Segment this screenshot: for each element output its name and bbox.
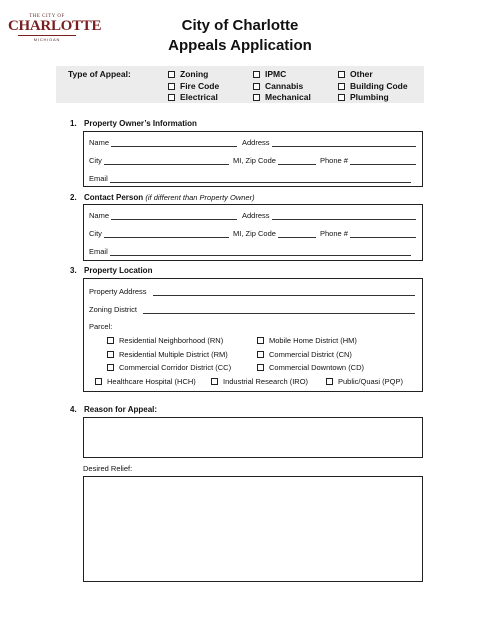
contact-phone-field[interactable] xyxy=(320,229,418,238)
field-label: MI, Zip Code xyxy=(233,156,276,165)
option-label: Residential Neighborhood (RN) xyxy=(119,336,224,345)
option-label: Electrical xyxy=(180,92,218,102)
parcel-iro[interactable] xyxy=(211,377,308,386)
input-line[interactable] xyxy=(153,288,415,296)
owner-phone-field[interactable] xyxy=(320,156,418,165)
input-line[interactable] xyxy=(104,157,229,165)
owner-zip-field[interactable] xyxy=(233,156,318,165)
desired-relief-textarea[interactable] xyxy=(83,476,423,582)
section-4-title: Reason for Appeal: xyxy=(84,405,158,414)
checkbox[interactable] xyxy=(338,71,345,78)
section-1-number: 1. xyxy=(70,119,77,128)
field-label: Email xyxy=(89,247,108,256)
appeal-mechanical[interactable] xyxy=(253,92,311,102)
checkbox[interactable] xyxy=(95,378,102,385)
option-label: Fire Code xyxy=(180,81,220,91)
field-label: Zoning District xyxy=(89,305,137,314)
checkbox[interactable] xyxy=(338,83,345,90)
checkbox[interactable] xyxy=(107,364,114,371)
parcel-cd[interactable] xyxy=(257,363,364,372)
field-label: Name xyxy=(89,138,110,147)
option-label: Industrial Research (IRO) xyxy=(223,377,309,386)
field-label: Email xyxy=(89,174,108,183)
checkbox[interactable] xyxy=(253,83,260,90)
input-line[interactable] xyxy=(272,212,416,220)
logo-rule xyxy=(18,35,76,36)
section-1-title: Property Owner’s Information xyxy=(84,119,197,128)
input-line[interactable] xyxy=(350,230,416,238)
contact-zip-field[interactable] xyxy=(233,229,318,238)
option-label: Commercial Corridor District (CC) xyxy=(119,363,232,372)
section-3-number: 3. xyxy=(70,266,77,275)
section-2-note: (if different than Property Owner) xyxy=(145,193,255,202)
input-line[interactable] xyxy=(143,306,415,314)
field-label: Phone # xyxy=(320,156,348,165)
parcel-pqp[interactable] xyxy=(326,377,403,386)
reason-textarea[interactable] xyxy=(83,417,423,458)
input-line[interactable] xyxy=(110,248,411,256)
option-label: Mobile Home District (HM) xyxy=(269,336,357,345)
section-3-title: Property Location xyxy=(84,266,153,275)
option-label: Other xyxy=(350,69,373,79)
input-line[interactable] xyxy=(278,230,316,238)
appeal-fire-code[interactable] xyxy=(168,81,219,91)
checkbox[interactable] xyxy=(168,94,175,101)
input-line[interactable] xyxy=(278,157,316,165)
section-2-heading xyxy=(84,193,255,202)
input-line[interactable] xyxy=(110,175,411,183)
appeal-zoning[interactable] xyxy=(168,69,208,79)
logo-main-text: CHARLOTTE xyxy=(8,18,102,34)
checkbox[interactable] xyxy=(326,378,333,385)
owner-name-field[interactable] xyxy=(89,138,239,147)
option-label: Commercial Downtown (CD) xyxy=(269,363,365,372)
logo-top-text: THE CITY OF xyxy=(29,14,65,19)
checkbox[interactable] xyxy=(338,94,345,101)
field-label: City xyxy=(89,229,102,238)
input-line[interactable] xyxy=(111,212,237,220)
field-label: Phone # xyxy=(320,229,348,238)
section-4-number: 4. xyxy=(70,405,77,414)
input-line[interactable] xyxy=(272,139,416,147)
checkbox[interactable] xyxy=(211,378,218,385)
parcel-rn[interactable] xyxy=(107,336,223,345)
parcel-hm[interactable] xyxy=(257,336,357,345)
page-title: City of Charlotte xyxy=(181,17,299,34)
field-label: City xyxy=(89,156,102,165)
appeal-ipmc[interactable] xyxy=(253,69,286,79)
option-label: Commercial District (CN) xyxy=(269,350,352,359)
contact-email-field[interactable] xyxy=(89,247,413,256)
checkbox[interactable] xyxy=(168,83,175,90)
field-label: Address xyxy=(242,138,270,147)
parcel-cn[interactable] xyxy=(257,350,352,359)
checkbox[interactable] xyxy=(257,351,264,358)
section-2-title: Contact Person xyxy=(84,193,144,202)
option-label: Cannabis xyxy=(265,81,304,91)
checkbox[interactable] xyxy=(257,364,264,371)
option-label: Public/Quasi (PQP) xyxy=(338,377,404,386)
owner-email-field[interactable] xyxy=(89,174,413,183)
property-address-field[interactable] xyxy=(89,287,417,296)
contact-city-field[interactable] xyxy=(89,229,231,238)
option-label: IPMC xyxy=(265,69,287,79)
option-label: Plumbing xyxy=(350,92,389,102)
field-label: MI, Zip Code xyxy=(233,229,276,238)
option-label: Zoning xyxy=(180,69,209,79)
appeal-electrical[interactable] xyxy=(168,92,218,102)
field-label: Property Address xyxy=(89,287,147,296)
checkbox[interactable] xyxy=(253,71,260,78)
logo-sub-text: MICHIGAN xyxy=(33,37,61,42)
input-line[interactable] xyxy=(350,157,416,165)
option-label: Building Code xyxy=(350,81,408,91)
option-label: Residential Multiple District (RM) xyxy=(119,350,228,359)
parcel-label: Parcel: xyxy=(89,322,113,331)
parcel-cc[interactable] xyxy=(107,363,231,372)
owner-address-field[interactable] xyxy=(242,138,418,147)
option-label: Healthcare Hospital (HCH) xyxy=(107,377,196,386)
checkbox[interactable] xyxy=(107,337,114,344)
field-label: Address xyxy=(242,211,270,220)
checkbox[interactable] xyxy=(257,337,264,344)
checkbox[interactable] xyxy=(107,351,114,358)
appeal-building-code[interactable] xyxy=(338,81,408,91)
contact-name-field[interactable] xyxy=(89,211,239,220)
appeal-cannabis[interactable] xyxy=(253,81,303,91)
option-label: Mechanical xyxy=(265,92,311,102)
zoning-district-field[interactable] xyxy=(89,305,417,314)
appeal-plumbing[interactable] xyxy=(338,92,389,102)
section-2-number: 2. xyxy=(70,193,77,202)
input-line[interactable] xyxy=(111,139,237,147)
field-label: Name xyxy=(89,211,110,220)
appeal-other[interactable] xyxy=(338,69,373,79)
parcel-rm[interactable] xyxy=(107,350,228,359)
appeal-type-label: Type of Appeal: xyxy=(68,69,131,79)
desired-relief-label: Desired Relief: xyxy=(83,464,133,473)
checkbox[interactable] xyxy=(253,94,260,101)
parcel-hch[interactable] xyxy=(95,377,196,386)
owner-city-field[interactable] xyxy=(89,156,231,165)
contact-address-field[interactable] xyxy=(242,211,418,220)
page-subtitle: Appeals Application xyxy=(168,37,312,54)
input-line[interactable] xyxy=(104,230,229,238)
checkbox[interactable] xyxy=(168,71,175,78)
